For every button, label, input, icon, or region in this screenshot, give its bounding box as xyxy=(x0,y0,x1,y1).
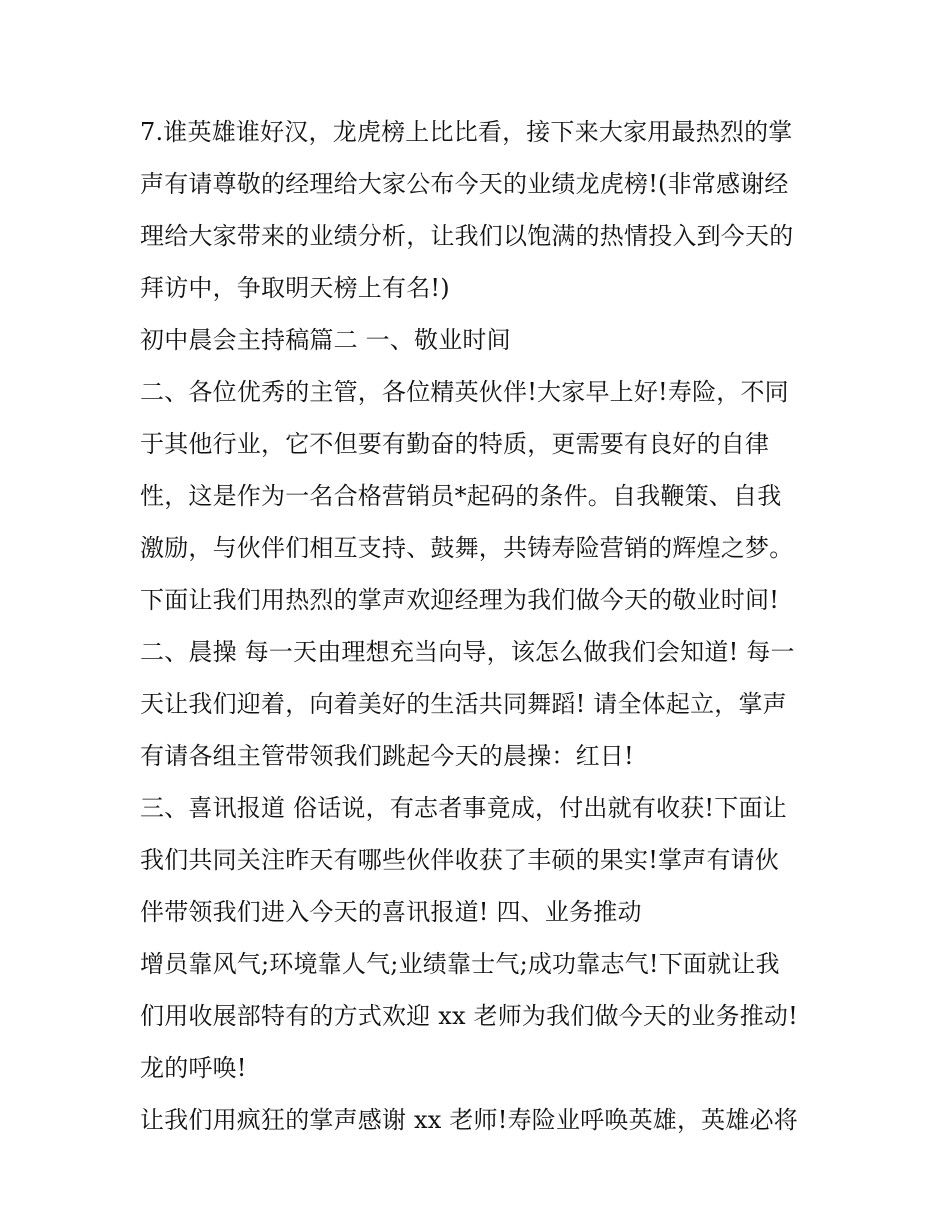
text-line: 性，这是作为一名合格营销员*起码的条件。自我鞭策、自我 xyxy=(140,482,782,510)
text-line: 龙的呼唤! xyxy=(140,1054,247,1082)
text-line: 7.谁英雄谁好汉，龙虎榜上比比看，接下来大家用最热烈的掌 xyxy=(140,118,793,146)
text-line: 拜访中，争取明天榜上有名!) xyxy=(140,274,450,302)
text-line: 增员靠风气;环境靠人气;业绩靠士气;成功靠志气!下面就让我 xyxy=(140,950,780,978)
document-body xyxy=(140,106,830,1146)
text-line: 三、喜讯报道 俗话说，有志者事竟成，付出就有收获!下面让 xyxy=(140,794,787,822)
text-line: 我们共同关注昨天有哪些伙伴收获了丰硕的果实!掌声有请伙 xyxy=(140,846,780,874)
text-line: 二、各位优秀的主管，各位精英伙伴!大家早上好!寿险，不同 xyxy=(140,378,789,406)
text-line: 理给大家带来的业绩分析，让我们以饱满的热情投入到今天的 xyxy=(140,222,794,250)
text-line: 二、晨操 每一天由理想充当向导，该怎么做我们会知道! 每一 xyxy=(140,638,795,666)
text-line: 激励，与伙伴们相互支持、鼓舞，共铸寿险营销的辉煌之梦。 xyxy=(140,534,794,562)
text-line: 伴带领我们进入今天的喜讯报道! 四、业务推动 xyxy=(140,898,642,926)
text-line: 有请各组主管带领我们跳起今天的晨操：红日! xyxy=(140,742,634,770)
text-line: 天让我们迎着，向着美好的生活共同舞蹈! 请全体起立，掌声 xyxy=(140,690,787,718)
text-line: 下面让我们用热烈的掌声欢迎经理为我们做今天的敬业时间! xyxy=(140,586,780,614)
text-line: 们用收展部特有的方式欢迎 xx 老师为我们做今天的业务推动! xyxy=(140,1002,798,1030)
text-line: 声有请尊敬的经理给大家公布今天的业绩龙虎榜!(非常感谢经 xyxy=(140,170,789,198)
text-line: 让我们用疯狂的掌声感谢 xx 老师!寿险业呼唤英雄，英雄必将 xyxy=(140,1106,798,1134)
section-heading: 初中晨会主持稿篇二 一、敬业时间 xyxy=(140,326,511,354)
text-line: 于其他行业，它不但要有勤奋的特质，更需要有良好的自律 xyxy=(140,430,770,458)
